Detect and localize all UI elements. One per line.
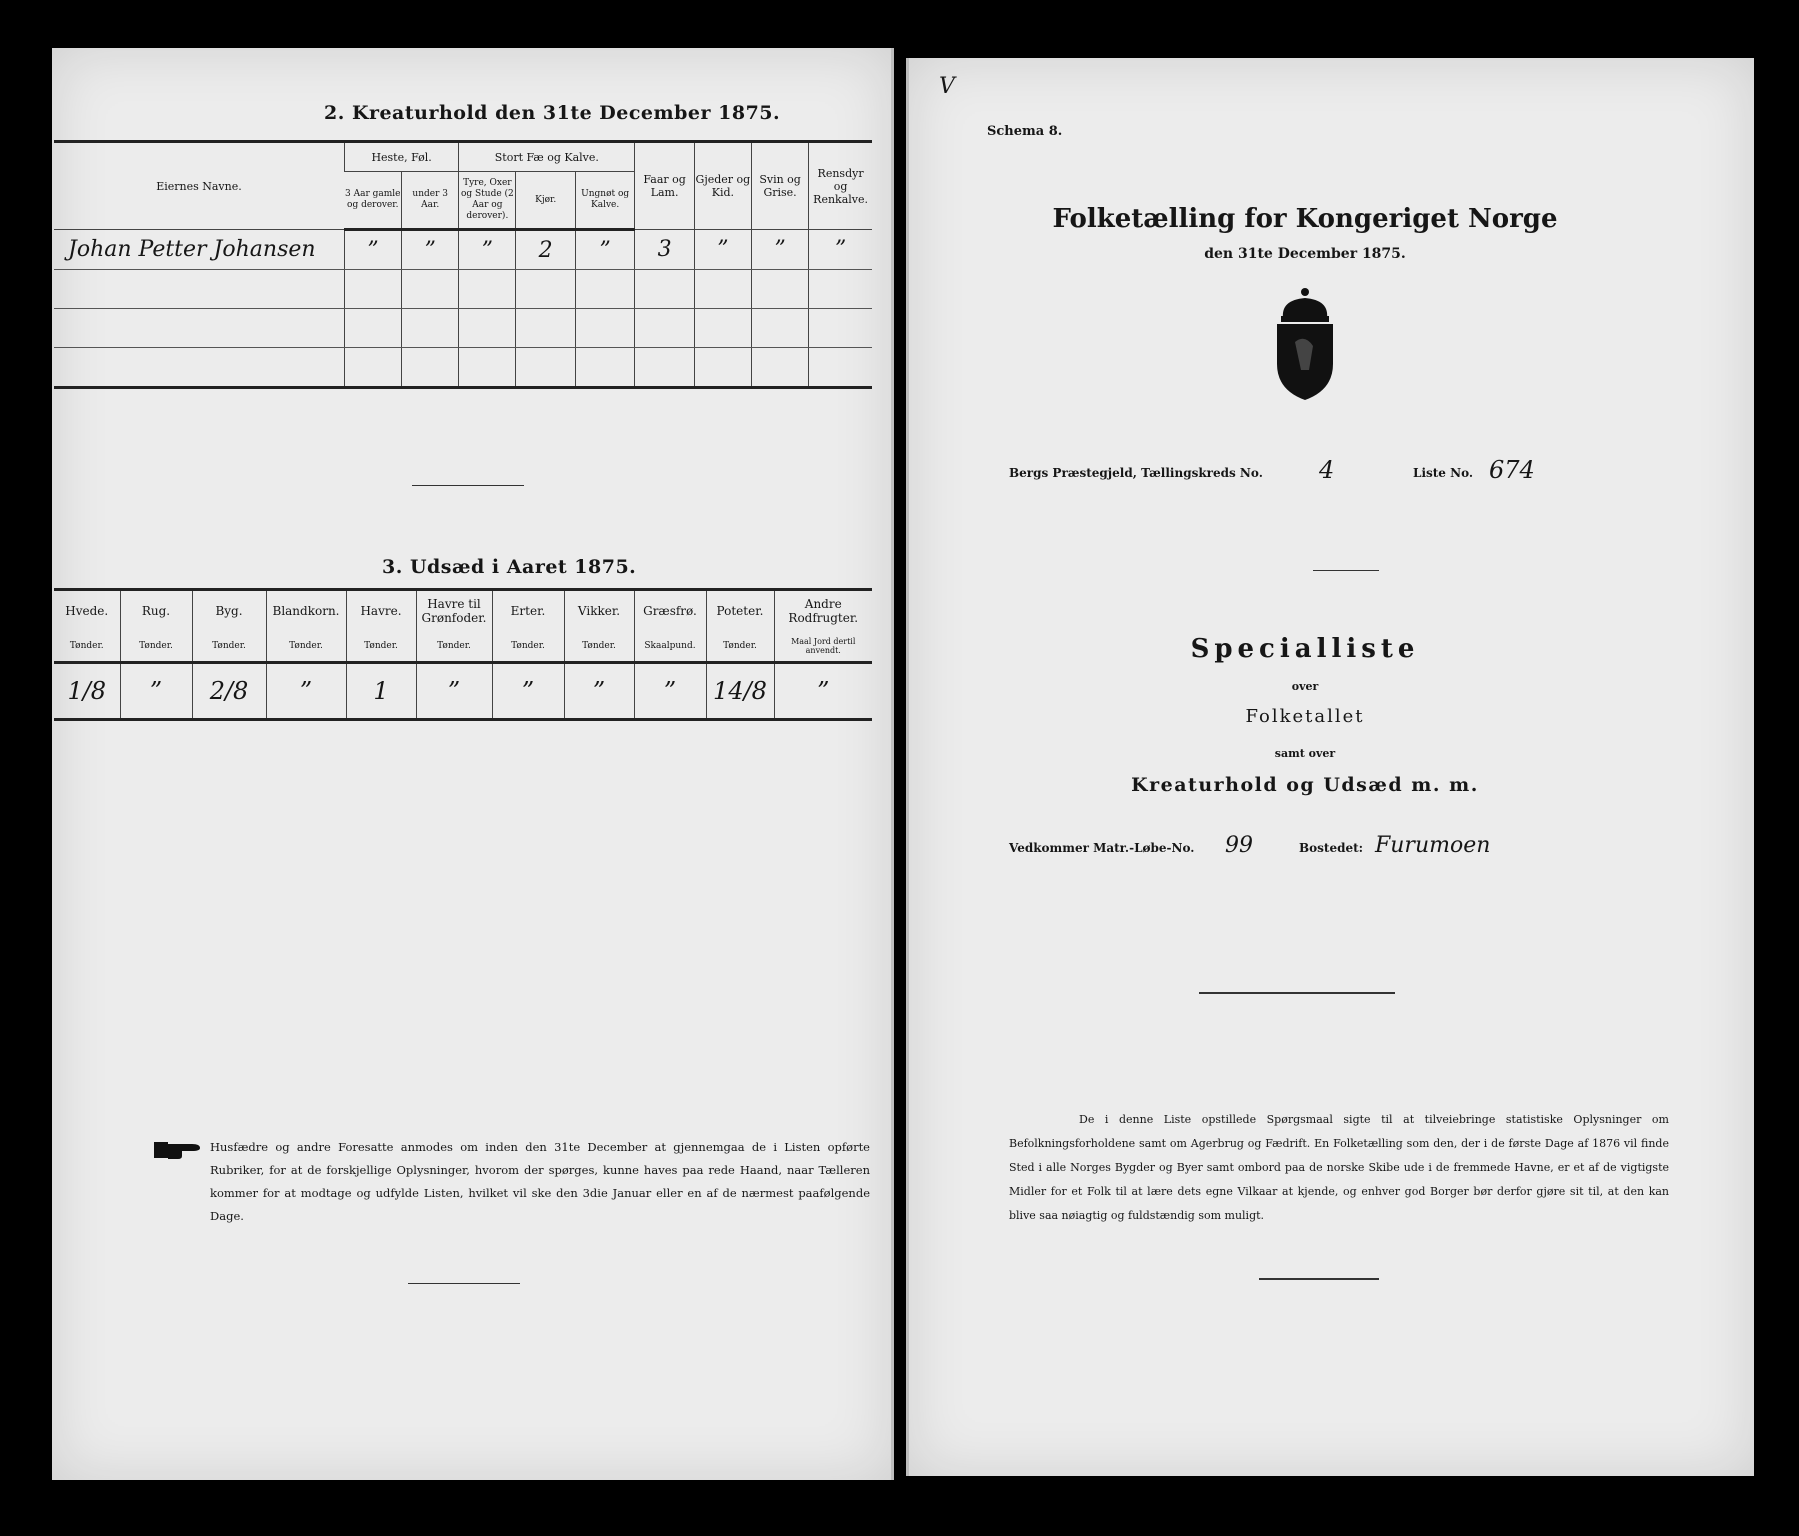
residence-value: Furumoen: [1375, 833, 1491, 858]
divider: [1199, 992, 1395, 994]
cows-header: Kjør.: [516, 172, 575, 230]
goats-header: Gjeder og Kid.: [694, 142, 751, 230]
explanatory-paragraph: De i denne Liste opstillede Spørgsmaal sigte til at tilveiebringe statistiske Oplysninger om Befolkningsforholdene samt om Agerbrug og Fædrift. En Folketælling som den, der i de første Dage af 1876 vil finde Sted i alle Norges Bygder og Byer samt ombord paa de norske Skibe ude i de fremmede Havne, er et af de vigtigste Midler for et Folk til at lære dets egne Vilkaar at kjende, og enhver god Borger bør derfor gjøre sit til, at den kan blive saa nøiagtig og fuldstændig som muligt.: [1009, 1113, 1669, 1222]
unit-label: Tønder.: [266, 631, 346, 663]
residence-label: Bostedet:: [1299, 841, 1364, 855]
potatoes-header: Poteter.: [706, 590, 774, 632]
mixed-grain-header: Blandkorn.: [266, 590, 346, 632]
wheat-header: Hvede.: [65, 604, 109, 618]
unit-label: Tønder.: [346, 631, 416, 663]
table-cell: 2/8: [192, 663, 266, 720]
vetch-header: Vikker.: [564, 590, 634, 632]
barley-header: Byg.: [192, 590, 266, 632]
table-row: [54, 663, 872, 720]
table-cell: ”: [694, 230, 751, 270]
bulls-header: Tyre, Oxer og Stude (2 Aar og derover).: [459, 172, 516, 230]
unit-label: Maal Jord dertil anvendt.: [774, 631, 872, 663]
specialliste-heading: Specialliste: [1190, 634, 1420, 664]
table-row: [54, 270, 872, 309]
list-number-value: 674: [1489, 456, 1535, 484]
list-number-label: Liste No.: [1413, 466, 1474, 480]
matr-value: 99: [1225, 833, 1253, 858]
owner-names-header: Eiernes Navne.: [54, 142, 344, 230]
unit-label: Tønder.: [54, 631, 120, 663]
matr-label: Vedkommer Matr.-Løbe-No.: [1009, 841, 1195, 855]
reindeer-header: Rensdyr og Renkalve.: [809, 142, 872, 230]
unit-label: Tønder.: [192, 631, 266, 663]
table-cell: ”: [492, 663, 564, 720]
property-row: [1009, 833, 1491, 858]
parish-label: Bergs Præstegjeld,: [1009, 466, 1137, 480]
table-cell: 3: [635, 230, 694, 270]
section-2-title: 2. Kreaturhold den 31te December 1875.: [324, 102, 781, 124]
table-cell: ”: [774, 663, 872, 720]
table-cell: ”: [751, 230, 808, 270]
table-cell: ”: [344, 230, 401, 270]
right-page: [906, 58, 1754, 1476]
owner-name: Johan Petter Johansen: [54, 230, 344, 270]
divider: [408, 1283, 520, 1284]
kreaturhold-heading: Kreaturhold og Udsæd m. m.: [1131, 774, 1479, 796]
green-fodder-header: Havre til Grønfoder.: [416, 590, 492, 632]
livestock-table: [54, 140, 872, 389]
table-cell: ”: [564, 663, 634, 720]
instruction-text: Husfædre og andre Foresatte anmodes om inden den 31te December at gjennemgaa de i Listen opførte Rubriker, for at de forskjellige Oplysninger, hvorom der spørges, kunne haves paa rede Haand, naar Tælleren kommer for at modtage og udfylde Listen, hvilket vil ske den 3die Januar eller en af de nærmest paafølgende Dage.: [210, 1140, 870, 1223]
pointing-hand-icon: [152, 1138, 204, 1162]
unit-label: Skaalpund.: [634, 631, 706, 663]
sheep-header: Faar og Lam.: [635, 142, 694, 230]
page-title: Folketælling for Kongeriget Norge: [1052, 204, 1558, 234]
oats-header: Havre.: [346, 590, 416, 632]
table-cell: 1: [346, 663, 416, 720]
horses-under3-header: under 3 Aar.: [402, 172, 459, 230]
pigs-header: Svin og Grise.: [751, 142, 808, 230]
horses-header: Heste, Føl.: [344, 142, 458, 172]
seed-table: [54, 588, 872, 721]
table-cell: 2: [516, 230, 575, 270]
table-row: [54, 348, 872, 388]
table-cell: ”: [120, 663, 192, 720]
table-cell: ”: [634, 663, 706, 720]
page-subtitle: den 31te December 1875.: [1204, 246, 1406, 262]
table-cell: 1/8: [67, 677, 107, 705]
divider: [1259, 1278, 1379, 1280]
left-page: [52, 48, 894, 1480]
folketallet-heading: Folketallet: [1245, 706, 1365, 727]
peas-header: Erter.: [492, 590, 564, 632]
root-crops-header: Andre Rodfrugter.: [774, 590, 872, 632]
coat-of-arms-icon: [1261, 284, 1349, 404]
cattle-header: Stort Fæ og Kalve.: [459, 142, 635, 172]
corner-mark: V: [939, 74, 955, 99]
table-cell: ”: [266, 663, 346, 720]
section-3-title: 3. Udsæd i Aaret 1875.: [382, 556, 637, 578]
unit-label: Tønder.: [564, 631, 634, 663]
table-cell: ”: [459, 230, 516, 270]
table-cell: ”: [402, 230, 459, 270]
calves-header: Ungnøt og Kalve.: [575, 172, 634, 230]
table-cell: ”: [416, 663, 492, 720]
unit-label: Tønder.: [492, 631, 564, 663]
divider: [1313, 570, 1379, 571]
rye-header: Rug.: [120, 590, 192, 632]
table-cell: ”: [575, 230, 634, 270]
unit-label: Tønder.: [120, 631, 192, 663]
census-district-value: 4: [1319, 456, 1335, 484]
schema-label: Schema 8.: [987, 124, 1063, 139]
location-row: [1009, 456, 1535, 484]
census-district-label: Tællingskreds No.: [1141, 466, 1263, 480]
table-row: [54, 309, 872, 348]
table-cell: 14/8: [706, 663, 774, 720]
unit-label: Tønder.: [706, 631, 774, 663]
divider: [412, 485, 524, 486]
grass-seed-header: Græsfrø.: [634, 590, 706, 632]
samt-over-label: samt over: [1274, 747, 1336, 760]
over-label: over: [1291, 680, 1319, 693]
unit-label: Tønder.: [416, 631, 492, 663]
table-row: [54, 230, 872, 270]
horses-3yr-header: 3 Aar gamle og derover.: [344, 172, 401, 230]
table-cell: ”: [809, 230, 872, 270]
